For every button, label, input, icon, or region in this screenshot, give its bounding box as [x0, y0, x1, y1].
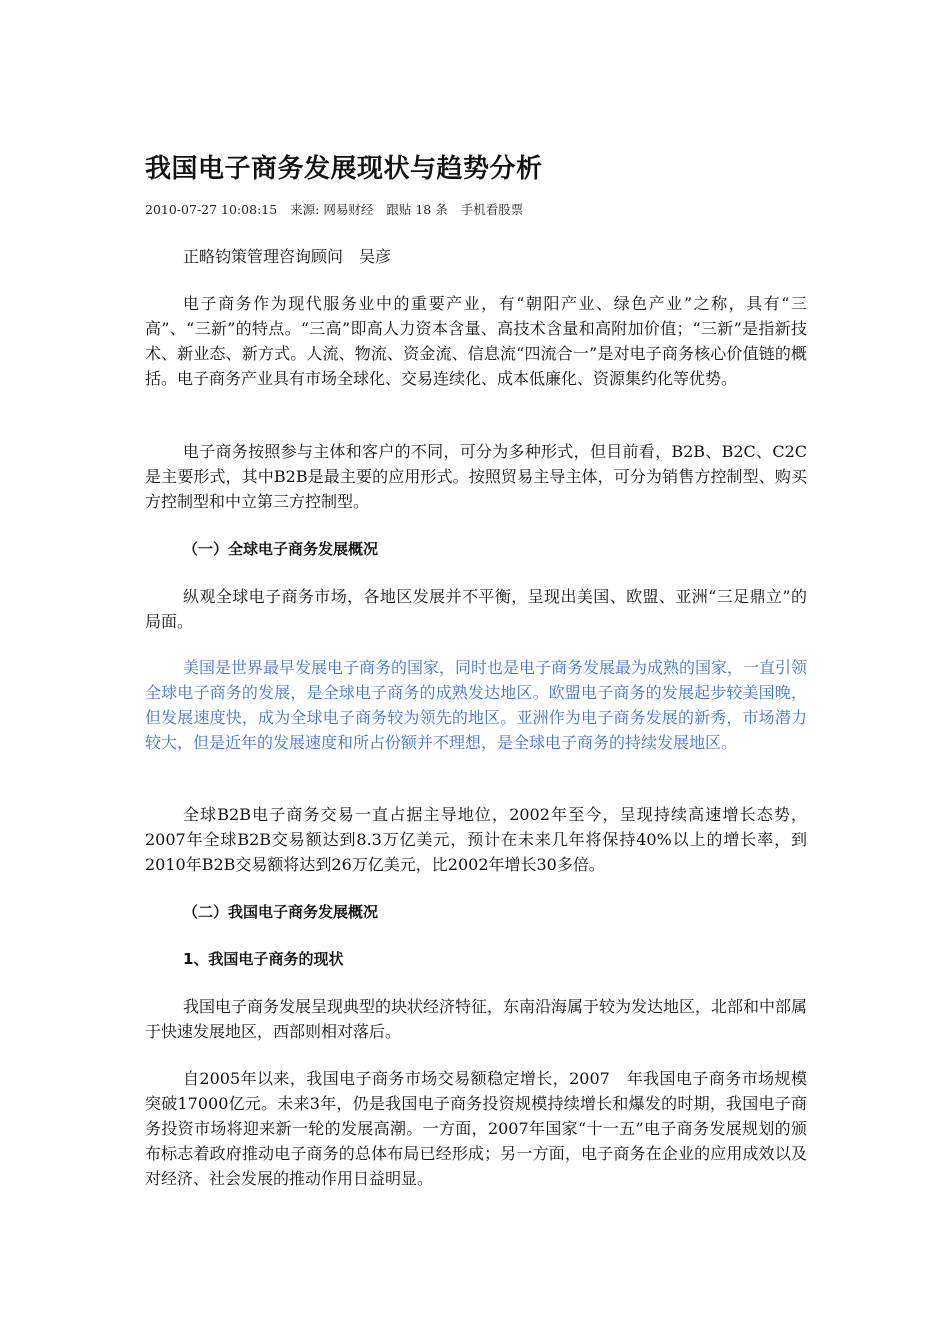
subsection-heading-current-status: 1、我国电子商务的现状: [183, 950, 344, 968]
paragraph-forms: 电子商务按照参与主体和客户的不同，可分为多种形式，但目前看，B2B、B2C、C2C是主要形式，其中B2B是最主要的应用形式。按照贸易主导主体，可分为销售方控制型、购买方控制型和中立第三方控制型。: [145, 442, 807, 511]
author-line: [145, 244, 807, 269]
paragraph-intro: 电子商务作为现代服务业中的重要产业，有“朝阳产业、绿色产业”之称，具有“三高”、“三新”的特点。“三高”即高人力资本含量、高技术含量和高附加价值；“三新”是指新技术、新业态、新方式。人流、物流、资金流、信息流“四流合一”是对电子商务核心价值链的概括。电子商务产业具有市场全球化、交易连续化、成本低廉化、资源集约化等优势。: [145, 294, 807, 388]
paragraph-b2b-growth: 全球B2B电子商务交易一直占据主导地位，2002年至今，呈现持续高速增长态势，2007年全球B2B交易额达到8.3万亿美元，预计在未来几年将保持40%以上的增长率，到2010年B2B交易额将达到26万亿美元，比2002年增长30多倍。: [145, 805, 807, 874]
article-source: 来源: 网易财经: [290, 202, 374, 217]
section-heading-china: （二）我国电子商务发展概况: [183, 903, 379, 921]
mobile-stock-link[interactable]: 手机看股票: [460, 202, 524, 217]
paragraph-market-scale: 自2005年以来，我国电子商务市场交易额稳定增长，2007 年我国电子商务市场规模突破17000亿元。未来3年，仍是我国电子商务投资规模持续增长和爆发的时期，我国电子商务投资市场将迎来新一轮的发展高潮。一方面，2007年国家“十一五”电子商务发展规划的颁布标志着政府推动电子商务的总体布局已经形成；另一方面，电子商务在企业的应用成效以及对经济、社会发展的推动作用日益明显。: [145, 1069, 807, 1188]
publish-datetime: 2010-07-27 10:08:15: [145, 202, 278, 217]
article-meta: [145, 200, 532, 220]
author-name: 吴彦: [359, 247, 392, 266]
article-title: 我国电子商务发展现状与趋势分析: [145, 154, 543, 184]
paragraph-regions-highlighted: 美国是世界最早发展电子商务的国家，同时也是电子商务发展最为成熟的国家，一直引领全球电子商务的发展，是全球电子商务的成熟发达地区。欧盟电子商务的发展起步较美国晚，但发展速度快，成为全球电子商务较为领先的地区。亚洲作为电子商务发展的新秀，市场潜力较大，但是近年的发展速度和所占份额并不理想，是全球电子商务的持续发展地区。: [145, 658, 808, 752]
comment-count-link[interactable]: 跟贴 18 条: [386, 202, 448, 217]
section-heading-global: （一）全球电子商务发展概况: [183, 540, 379, 558]
paragraph-regional-economy: 我国电子商务发展呈现典型的块状经济特征，东南沿海属于较为发达地区，北部和中部属于快速发展地区，西部则相对落后。: [145, 997, 808, 1041]
author-org: 正略钧策管理咨询顾问: [183, 247, 344, 266]
paragraph-global-overview: 纵观全球电子商务市场，各地区发展并不平衡，呈现出美国、欧盟、亚洲“三足鼎立”的局面。: [145, 587, 807, 631]
